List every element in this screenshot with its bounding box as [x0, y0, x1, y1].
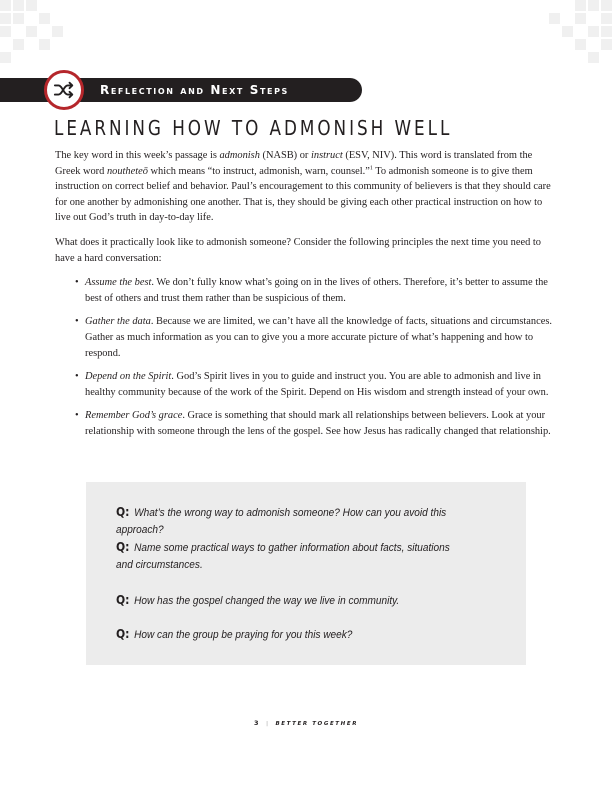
- discussion-question: [116, 539, 467, 574]
- list-item: [55, 408, 559, 439]
- list-item: [55, 275, 559, 306]
- page-title: LEARNING HOW TO ADMONISH WELL: [54, 116, 453, 140]
- bullet: •: [75, 316, 79, 328]
- question-text: What’s the wrong way to admonish someone? How can you avoid this approach?: [116, 507, 447, 536]
- principle-text: . Grace is something that should mark all relationships between believers. Look at your relationship with someone through the lens of the gospel. See how Jesus has radically changed that relationship.: [85, 410, 551, 437]
- bullet: •: [75, 410, 79, 422]
- principle-text: . We don’t fully know what’s going on in the lives of others. Therefore, it’s better to assume the best of others and trust them rather than be suspicious of them.: [85, 277, 548, 304]
- principle-title: Gather the data: [85, 316, 151, 328]
- discussion-question: [116, 592, 467, 610]
- decorative-pixel-pattern-left: [0, 0, 90, 70]
- intro-text: (NASB) or: [259, 150, 311, 161]
- principle-text: . Because we are limited, we can’t have all the knowledge of facts, situations and circumstances. Gather as much information as you can to give you a more accurate picture of what’s happening and how to respond.: [85, 316, 552, 359]
- section-banner-label: Reflection and Next Steps: [100, 83, 289, 97]
- intro-text: The key word in this week’s passage is: [55, 150, 220, 161]
- question-icon: Q:: [116, 505, 130, 519]
- principle-title: Depend on the Spirit: [85, 371, 172, 383]
- discussion-question: [116, 626, 467, 644]
- body-content: [55, 148, 559, 448]
- principle-text: . God’s Spirit lives in you to guide and instruct you. You are able to admonish and live in healthy community because of the work of the Spirit. Depend on His wisdom and strength instead of your own.: [85, 371, 549, 398]
- question-text: How has the gospel changed the way we live in community.: [134, 595, 400, 607]
- intro-text: (ESV, NIV). This word is translated from the Greek word: [55, 150, 533, 177]
- principle-title: Assume the best: [85, 277, 152, 289]
- bullet: •: [75, 371, 79, 383]
- list-item: [55, 314, 559, 361]
- page-footer: [0, 719, 612, 727]
- discussion-questions-box: [86, 482, 526, 665]
- question-icon: Q:: [116, 593, 130, 607]
- question-text: How can the group be praying for you this week?: [134, 629, 353, 641]
- principles-list: [55, 275, 559, 439]
- question-icon: Q:: [116, 540, 130, 554]
- footer-separator: |: [266, 721, 270, 727]
- list-item: [55, 369, 559, 400]
- intro-paragraph: [55, 148, 559, 226]
- question-text: Name some practical ways to gather information about facts, situations and circumstances.: [116, 542, 450, 571]
- prompt-paragraph: What does it practically look like to admonish someone? Consider the following principles the next time you need to have a hard conversation:: [55, 236, 541, 264]
- page-number: 3: [253, 719, 261, 727]
- bullet: •: [75, 277, 79, 289]
- intro-text: To admonish someone is to give them instruction on correct belief and behavior. Paul’s encouragement to this community of believers is that they should care for one another by admonishing one another. That is, they should be giving each other practical instruction on how to live out God’s truth in day-to-day life.: [55, 165, 551, 224]
- intro-emphasis: admonish: [219, 150, 260, 161]
- principle-title: Remember God’s grace: [85, 410, 183, 422]
- footer-book-title: BETTER TOGETHER: [275, 721, 359, 727]
- decorative-pixel-pattern-right: [522, 0, 612, 70]
- intro-emphasis: instruct: [311, 150, 343, 161]
- footnote-marker: 1: [369, 165, 373, 172]
- intro-text: which means “to instruct, admonish, warn, counsel.”: [147, 165, 370, 177]
- intro-emphasis: noutheteō: [106, 165, 148, 177]
- question-icon: Q:: [116, 627, 130, 641]
- shuffle-icon: [44, 70, 84, 110]
- discussion-question: [116, 504, 467, 539]
